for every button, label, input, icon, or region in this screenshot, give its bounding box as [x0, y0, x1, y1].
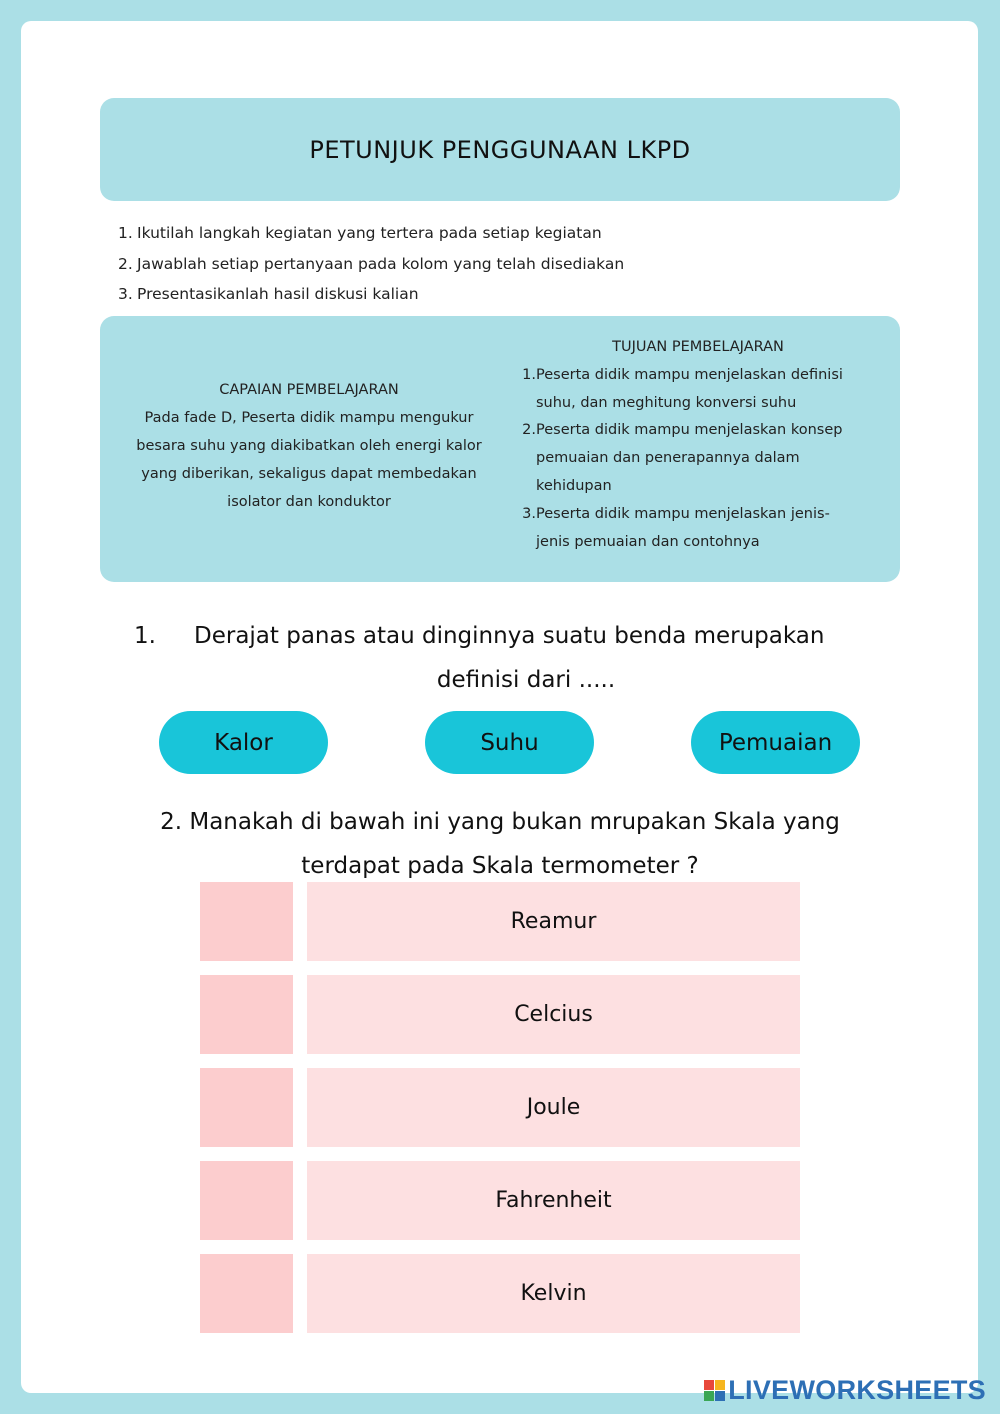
tujuan-item: 2. Peserta didik mampu menjelaskan konsep pemuaian dan penerapannya dalam kehidupan: [522, 422, 843, 494]
question-1: [120, 614, 880, 702]
tujuan-item: 1. Peserta didik mampu menjelaskan definisi suhu, dan meghitung konversi suhu: [522, 366, 843, 411]
question-1-number: 1.: [134, 623, 156, 649]
question-2-text-cont: terdapat pada Skala termometer ?: [301, 853, 699, 879]
capaian-heading: CAPAIAN PEMBELAJARAN: [219, 382, 399, 398]
tujuan-heading: TUJUAN PEMBELAJARAN: [612, 339, 784, 355]
capaian-line: Pada fade D, Peserta didik mampu mengukur: [144, 410, 474, 426]
answer-option-kelvin[interactable]: Kelvin: [307, 1254, 800, 1333]
question-1-text-cont: definisi dari .....: [436, 667, 616, 693]
answer-option-celcius[interactable]: Celcius: [307, 975, 800, 1054]
answer-checkbox[interactable]: [200, 882, 293, 961]
answer-option-reamur[interactable]: Reamur: [307, 882, 800, 961]
instructions-list: [118, 218, 818, 310]
option-pemuaian-button[interactable]: Pemuaian: [691, 711, 860, 774]
answer-checkbox[interactable]: [200, 1161, 293, 1240]
tujuan-item: 3. Peserta didik mampu menjelaskan jenis- jenis pemuaian dan contohnya: [522, 505, 830, 550]
logo-text: LIVEWORKSHEETS: [728, 1375, 986, 1405]
instruction-item: 1. Ikutilah langkah kegiatan yang tertera pada setiap kegiatan: [118, 224, 602, 242]
answer-checkbox[interactable]: [200, 975, 293, 1054]
answer-checkbox[interactable]: [200, 1068, 293, 1147]
option-kalor-button[interactable]: Kalor: [159, 711, 328, 774]
answer-checkbox[interactable]: [200, 1254, 293, 1333]
instruction-item: 3. Presentasikanlah hasil diskusi kalian: [118, 285, 419, 303]
tujuan-pembelajaran: [518, 334, 878, 556]
answer-option-fahrenheit[interactable]: Fahrenheit: [307, 1161, 800, 1240]
page-title: PETUNJUK PENGGUNAAN LKPD: [309, 135, 691, 164]
answer-option-joule[interactable]: Joule: [307, 1068, 800, 1147]
question-2: [100, 800, 900, 888]
question-1-text: Derajat panas atau dinginnya suatu benda merupakan: [194, 623, 825, 649]
option-suhu-button[interactable]: Suhu: [425, 711, 594, 774]
capaian-pembelajaran: [118, 376, 500, 516]
title-banner: [100, 98, 900, 201]
liveworksheets-logo[interactable]: [704, 1375, 986, 1406]
learning-info-box: [100, 316, 900, 582]
logo-grid-icon: [704, 1380, 725, 1401]
capaian-line: besara suhu yang diakibatkan oleh energi kalor: [136, 438, 482, 454]
instruction-item: 2. Jawablah setiap pertanyaan pada kolom yang telah disediakan: [118, 254, 625, 273]
capaian-line: yang diberikan, sekaligus dapat membedakan: [141, 466, 477, 482]
question-2-text: 2. Manakah di bawah ini yang bukan mrupakan Skala yang: [160, 809, 840, 835]
capaian-line: isolator dan konduktor: [227, 494, 391, 510]
